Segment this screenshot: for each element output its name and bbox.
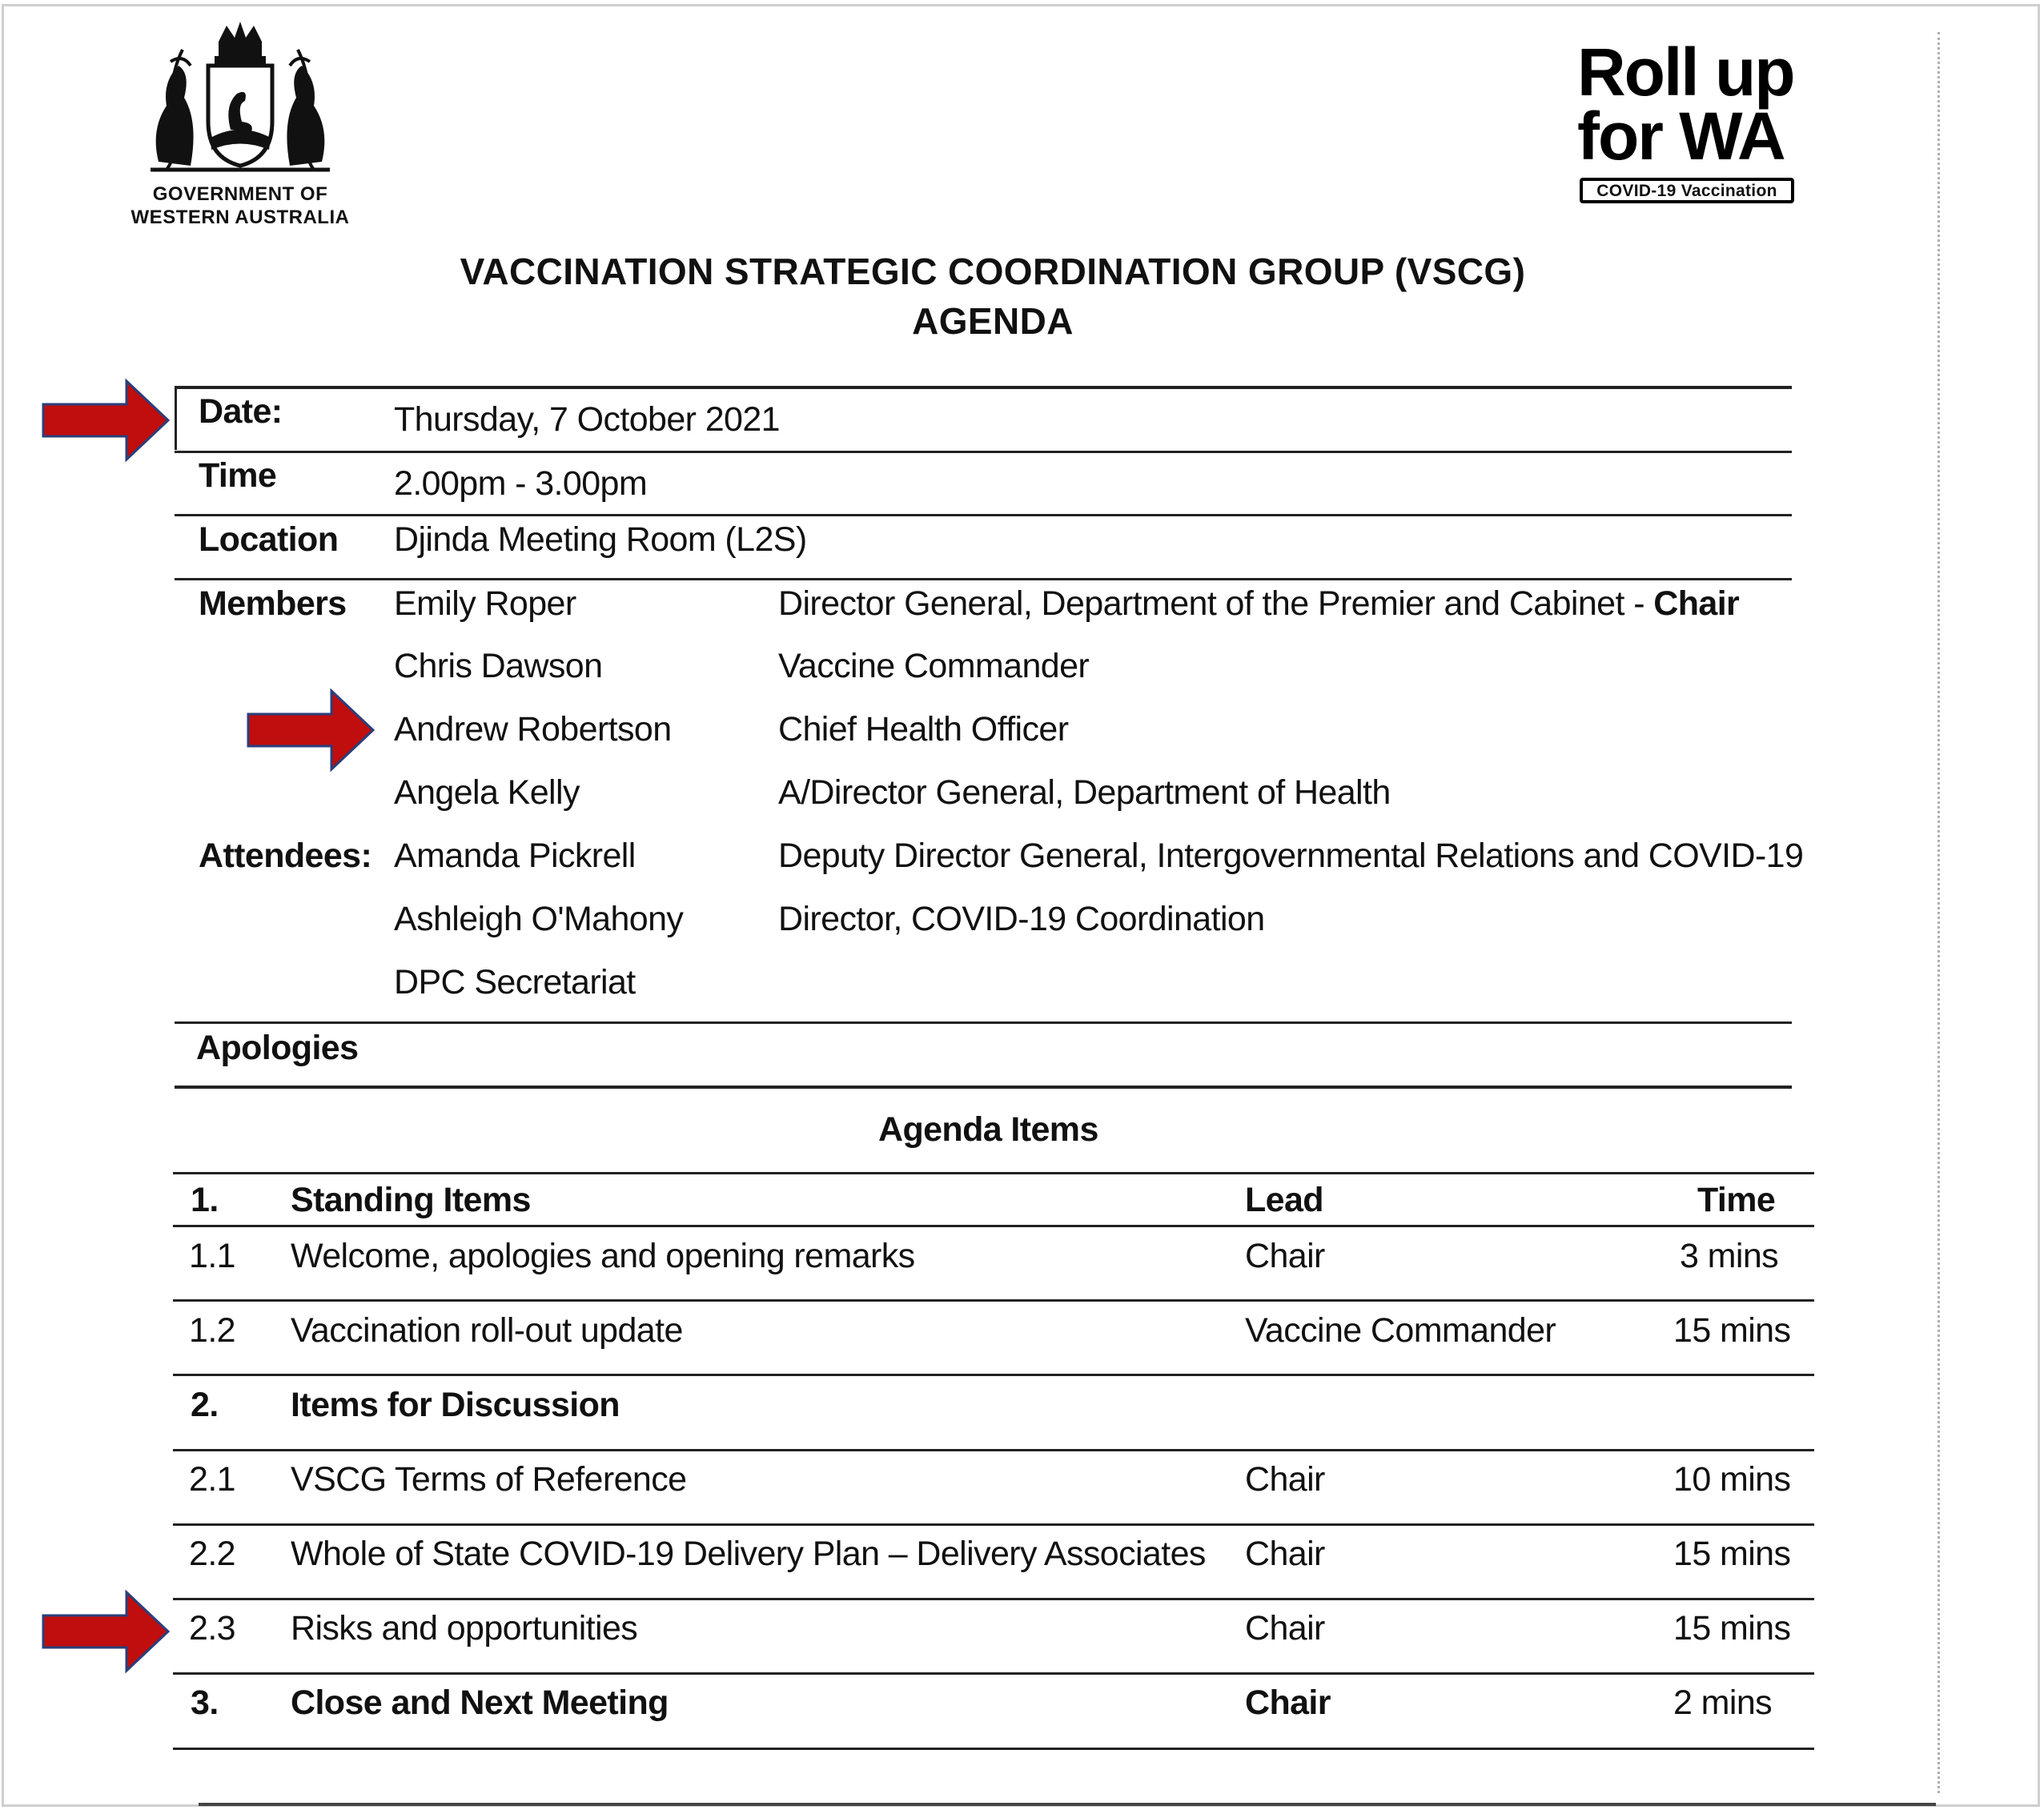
- agenda-item-title: VSCG Terms of Reference: [291, 1460, 687, 1499]
- arrow-right-icon: [40, 1587, 172, 1676]
- agenda-item-number: 2.3: [189, 1609, 235, 1647]
- agenda-item-time: 15 mins: [1673, 1311, 1791, 1350]
- attendee-name: Ashleigh O'Mahony: [394, 900, 684, 938]
- member-role: [778, 584, 1739, 624]
- rule: [173, 1748, 1814, 1750]
- agenda-item-time: 2 mins: [1673, 1684, 1773, 1722]
- rule: [175, 514, 1792, 516]
- attendee-name: DPC Secretariat: [394, 963, 636, 1001]
- rule-vertical: [175, 387, 177, 450]
- agenda-item-title: Standing Items: [291, 1181, 531, 1219]
- agenda-item-number: 2.: [191, 1386, 219, 1424]
- agenda-item-number: 2.2: [189, 1535, 235, 1573]
- crest-caption: [120, 183, 360, 229]
- agenda-item-lead: Chair: [1245, 1609, 1325, 1647]
- campaign-logo-tag: COVID-19 Vaccination: [1580, 178, 1794, 203]
- crest-caption-line2: WESTERN AUSTRALIA: [131, 207, 350, 228]
- rule: [173, 1172, 1814, 1174]
- member-role: A/Director General, Department of Health: [778, 773, 1391, 812]
- attendee-role: Deputy Director General, Intergovernmental Relations and COVID-19: [778, 837, 1804, 875]
- rule: [173, 1449, 1814, 1451]
- member-name: Chris Dawson: [394, 647, 603, 685]
- time-label: Time: [199, 456, 277, 495]
- document-subtitle: AGENDA: [912, 300, 1074, 342]
- rule: [173, 1299, 1814, 1302]
- location-value: Djinda Meeting Room (L2S): [394, 520, 807, 559]
- rule: [173, 1374, 1814, 1376]
- rule: [173, 1225, 1814, 1227]
- rule: [175, 386, 1792, 389]
- location-label: Location: [199, 520, 339, 559]
- members-label: Members: [199, 584, 347, 623]
- agenda-item-lead: Chair: [1245, 1460, 1325, 1499]
- agenda-item-number: 1.1: [189, 1237, 235, 1275]
- scan-edge: [1938, 32, 1940, 1793]
- agenda-item-lead: Chair: [1245, 1237, 1325, 1275]
- member-role: Vaccine Commander: [778, 647, 1090, 685]
- column-header-lead: Lead: [1245, 1181, 1323, 1219]
- rule: [175, 451, 1792, 453]
- agenda-item-title: Welcome, apologies and opening remarks: [291, 1237, 915, 1275]
- time-value: 2.00pm - 3.00pm: [394, 464, 648, 503]
- campaign-logo-line2: for WA: [1577, 98, 1785, 174]
- attendees-label: Attendees:: [199, 837, 372, 875]
- wa-coat-of-arms-icon: [135, 18, 346, 178]
- attendee-name: Amanda Pickrell: [394, 837, 636, 875]
- member-name: Angela Kelly: [394, 773, 580, 812]
- agenda-heading: Agenda Items: [878, 1110, 1098, 1149]
- rule: [173, 1598, 1814, 1600]
- agenda-item-lead: Vaccine Commander: [1245, 1311, 1556, 1350]
- rule: [175, 1086, 1792, 1089]
- campaign-logo-line1: Roll up: [1577, 34, 1794, 110]
- agenda-item-number: 1.: [191, 1181, 219, 1219]
- member-role: Chief Health Officer: [778, 710, 1069, 748]
- agenda-item-number: 1.2: [189, 1311, 235, 1350]
- agenda-item-time: 15 mins: [1673, 1535, 1791, 1573]
- agenda-item-title: Risks and opportunities: [291, 1609, 638, 1647]
- crest-caption-line1: GOVERNMENT OF: [152, 183, 328, 205]
- agenda-item-lead: Chair: [1245, 1684, 1331, 1722]
- attendee-role: Director, COVID-19 Coordination: [778, 900, 1265, 938]
- member-name: Emily Roper: [394, 584, 576, 623]
- member-role-text: Director General, Department of the Premier and Cabinet -: [778, 584, 1654, 623]
- agenda-item-time: 3 mins: [1680, 1237, 1779, 1275]
- agenda-item-time: 15 mins: [1673, 1609, 1791, 1647]
- campaign-logo: [1577, 34, 1797, 174]
- scan-edge-bottom: [199, 1803, 1936, 1806]
- agenda-item-title: Close and Next Meeting: [291, 1684, 669, 1722]
- agenda-item-lead: Chair: [1245, 1535, 1325, 1573]
- member-name: Andrew Robertson: [394, 710, 672, 748]
- rule: [175, 1021, 1792, 1024]
- agenda-item-time: 10 mins: [1673, 1460, 1791, 1499]
- document-title: VACCINATION STRATEGIC COORDINATION GROUP (VSCG): [460, 251, 1526, 292]
- agenda-item-title: Vaccination roll-out update: [291, 1311, 683, 1350]
- agenda-item-title: Items for Discussion: [291, 1386, 620, 1424]
- arrow-right-icon: [40, 376, 172, 464]
- rule: [175, 578, 1792, 580]
- member-role-chair: Chair: [1653, 584, 1740, 623]
- arrow-right-icon: [245, 686, 377, 774]
- agenda-item-number: 2.1: [189, 1460, 235, 1499]
- column-header-time: Time: [1697, 1181, 1776, 1219]
- rule: [173, 1523, 1814, 1526]
- date-label: Date:: [199, 392, 283, 431]
- date-value: Thursday, 7 October 2021: [394, 400, 780, 439]
- rule: [173, 1672, 1814, 1675]
- agenda-item-title: Whole of State COVID-19 Delivery Plan – Delivery Associates: [291, 1535, 1206, 1573]
- apologies-label: Apologies: [196, 1029, 359, 1067]
- agenda-item-number: 3.: [191, 1684, 219, 1722]
